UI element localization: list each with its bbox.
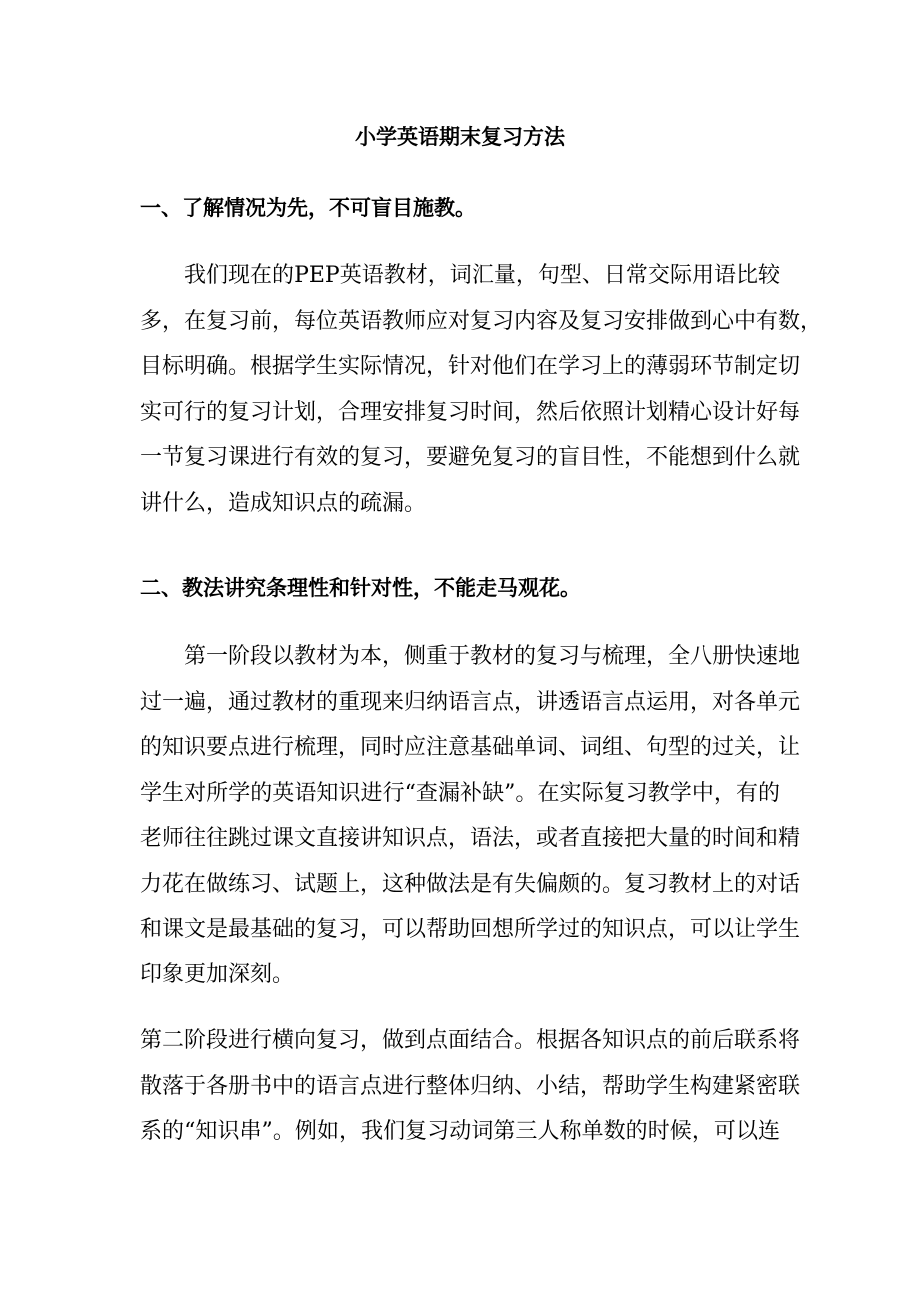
paragraph-line: 散落于各册书中的语言点进行整体归纳、小结，帮助学生构建紧密联: [140, 1074, 801, 1099]
paragraph-line: 讲什么，造成知识点的疏漏。: [140, 491, 427, 516]
paragraph-line: 实可行的复习计划，合理安排复习时间，然后依照计划精心设计好每: [140, 400, 801, 425]
section-1-heading: 一、了解情况为先，不可盲目施教。: [140, 195, 476, 220]
paragraph-line: 一节复习课进行有效的复习，要避免复习的盲目性，不能想到什么就: [140, 445, 801, 470]
paragraph-line: 老师往往跳过课文直接讲知识点，语法，或者直接把大量的时间和精: [140, 826, 801, 851]
document-title: 小学英语期末复习方法: [355, 124, 565, 149]
section-2-heading: 二、教法讲究条理性和针对性，不能走马观花。: [140, 575, 581, 600]
paragraph-line: 印象更加深刻。: [140, 962, 295, 987]
paragraph-line: 力花在做练习、试题上，这种做法是有失偏颇的。复习教材上的对话: [140, 872, 801, 897]
paragraph-line: 过一遍，通过教材的重现来归纳语言点，讲透语言点运用，对各单元: [140, 690, 801, 715]
paragraph-line: 系的“知识串”。例如，我们复习动词第三人称单数的时候，可以连: [140, 1119, 780, 1144]
paragraph-line: 多，在复习前，每位英语教师应对复习内容及复习安排做到心中有数，: [140, 309, 823, 334]
paragraph-line: 学生对所学的英语知识进行“查漏补缺”。在实际复习教学中，有的: [140, 781, 780, 806]
paragraph-line: 第一阶段以教材为本，侧重于教材的复习与梳理，全八册快速地: [184, 644, 801, 669]
paragraph-line: 第二阶段进行横向复习，做到点面结合。根据各知识点的前后联系将: [140, 1028, 801, 1053]
paragraph-line: 目标明确。根据学生实际情况，针对他们在学习上的薄弱环节制定切: [140, 354, 801, 379]
paragraph-line: 我们现在的PEP英语教材，词汇量，句型、日常交际用语比较: [184, 263, 780, 288]
paragraph-line: 的知识要点进行梳理，同时应注意基础单词、词组、句型的过关，让: [140, 735, 801, 760]
paragraph-line: 和课文是最基础的复习，可以帮助回想所学过的知识点，可以让学生: [140, 917, 801, 942]
